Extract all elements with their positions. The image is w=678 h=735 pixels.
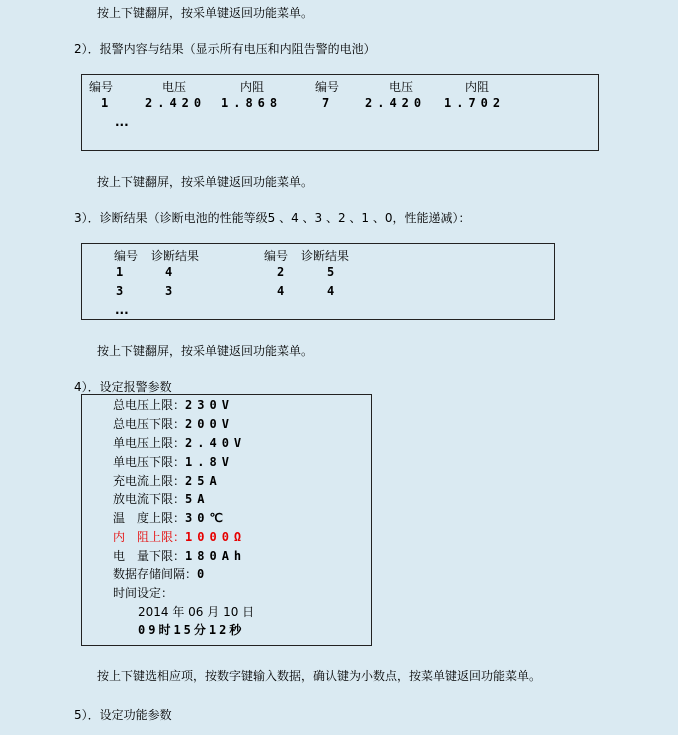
- s3-row1-diag2: 5: [327, 265, 340, 279]
- s2-row-resistance1: 1.868: [221, 96, 283, 110]
- section5-heading: 5）．设定功能参数: [74, 708, 172, 722]
- param-total-voltage-upper: 总电压上限：230V: [113, 398, 234, 412]
- s2-header-voltage2: 电压: [389, 80, 414, 94]
- hint-top: 按上下键翻屏，按采单键返回功能菜单。: [97, 6, 314, 20]
- s3-header-no1: 编号: [114, 249, 139, 263]
- s3-row2-diag1: 3: [165, 284, 178, 298]
- s3-row2-diag2: 4: [327, 284, 340, 298]
- param-discharge-current-lower: 放电流下限：5A: [113, 492, 210, 506]
- s2-row-voltage1: 2.420: [145, 96, 207, 110]
- s2-header-resistance2: 内阻: [465, 80, 490, 94]
- s3-ellipsis: ...: [115, 303, 129, 317]
- s3-row1-no1: 1: [116, 265, 129, 279]
- section4-heading: 4）．设定报警参数: [74, 380, 172, 394]
- section3-hint: 按上下键翻屏，按采单键返回功能菜单。: [97, 344, 314, 358]
- param-capacity-lower: 电 量下限：180Ah: [113, 549, 247, 563]
- s2-ellipsis: ...: [115, 115, 129, 129]
- param-total-voltage-lower: 总电压下限：200V: [113, 417, 234, 431]
- s3-row2-no1: 3: [116, 284, 129, 298]
- alarm-settings-box: [81, 394, 372, 646]
- s2-header-no1: 编号: [89, 80, 114, 94]
- time-setting-label: 时间设定：: [113, 586, 174, 600]
- time-value: 09时15分12秒: [138, 623, 245, 637]
- s2-row-resistance2: 1.702: [444, 96, 506, 110]
- param-cell-voltage-lower: 单电压下限：1.8V: [113, 455, 234, 469]
- s3-header-diag2: 诊断结果: [301, 249, 350, 263]
- param-temperature-upper: 温 度上限：30℃: [113, 511, 228, 525]
- s3-row2-no2: 4: [277, 284, 290, 298]
- s3-row1-no2: 2: [277, 265, 290, 279]
- param-resistance-upper: 内 阻上限：1000Ω: [113, 530, 247, 544]
- param-charge-current-upper: 充电流上限：25A: [113, 474, 222, 488]
- param-storage-interval: 数据存储间隔：0: [113, 567, 210, 581]
- s2-row-voltage2: 2.420: [365, 96, 427, 110]
- s3-header-diag1: 诊断结果: [151, 249, 200, 263]
- date-value: 2014 年 06 月 10 日: [138, 605, 255, 619]
- s2-header-no2: 编号: [315, 80, 340, 94]
- section4-hint: 按上下键选相应项，按数字键输入数据，确认键为小数点，按菜单键返回功能菜单。: [97, 669, 542, 683]
- section2-heading: 2）．报警内容与结果（显示所有电压和内阻告警的电池）: [74, 42, 376, 56]
- s3-row1-diag1: 4: [165, 265, 178, 279]
- s2-header-voltage1: 电压: [162, 80, 187, 94]
- section3-heading: 3）．诊断结果（诊断电池的性能等级5 、4 、3 、2 、1 、0，性能递减）：: [74, 211, 471, 225]
- s2-header-resistance1: 内阻: [240, 80, 265, 94]
- s2-row-no1: 1: [101, 96, 114, 110]
- s3-header-no2: 编号: [264, 249, 289, 263]
- s2-row-no2: 7: [322, 96, 335, 110]
- diagnosis-result-box: [81, 243, 555, 320]
- param-cell-voltage-upper: 单电压上限：2.40V: [113, 436, 247, 450]
- alarm-result-box: [81, 74, 599, 151]
- section2-hint: 按上下键翻屏，按采单键返回功能菜单。: [97, 175, 314, 189]
